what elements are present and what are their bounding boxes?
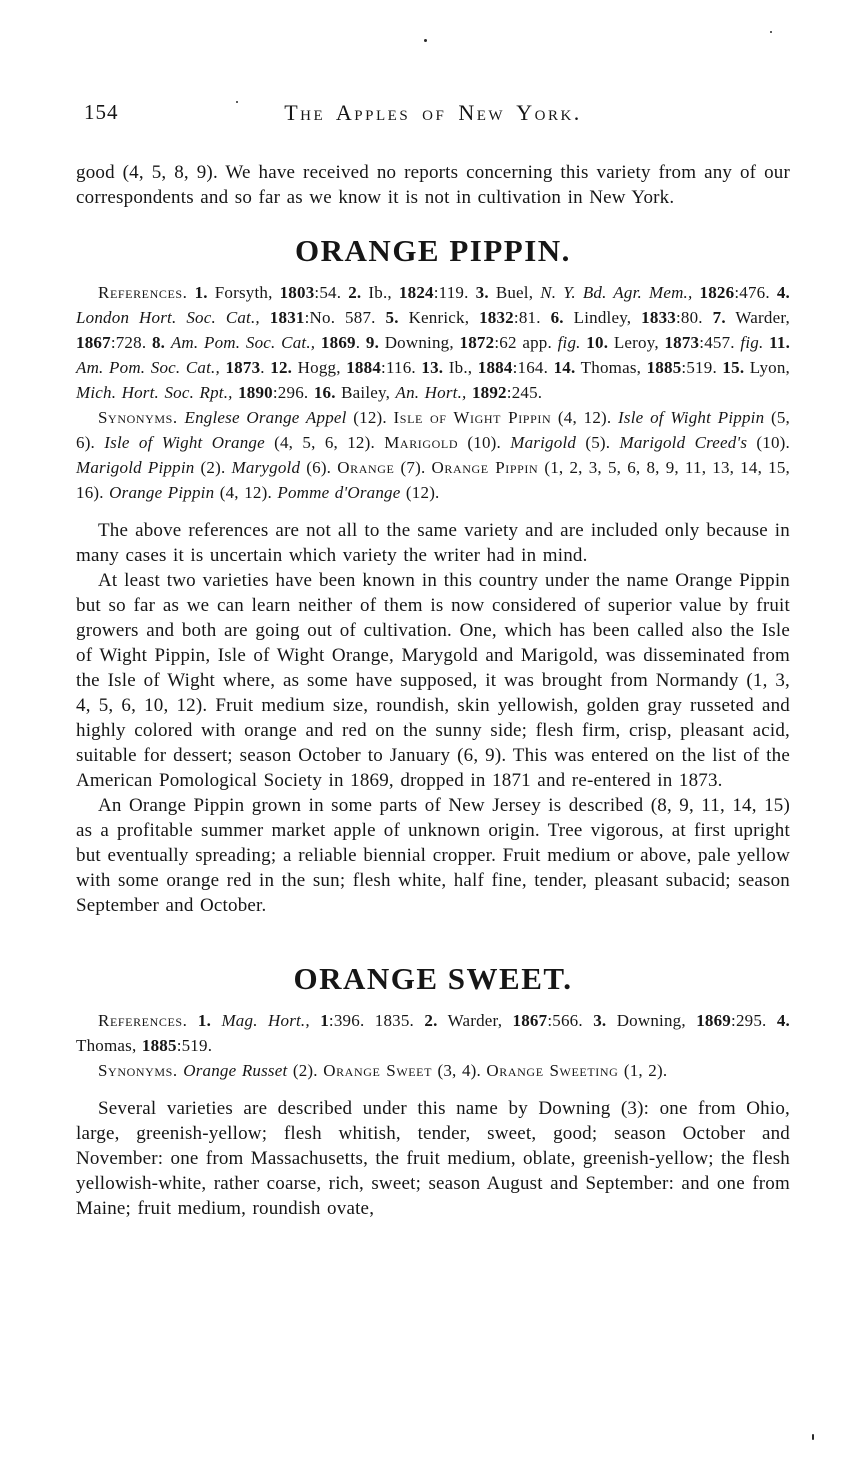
page-header [76, 100, 790, 126]
scan-speck [770, 31, 772, 33]
paragraph-continuation: good (4, 5, 8, 9). We have received no reports concerning this variety from any of our correspondents and so far as we know it is not in cultivation in New York. [76, 162, 790, 208]
paragraph: At least two varieties have been known in this country under the name Orange Pippin but so far as we can learn neither of them is now considered of superior value by fruit growers and both are going out of cultivation. One, which has been called also the Isle of Wight Pippin, Isle of Wight Orange, Marygold and Marigold, was disseminated from the Isle of Wight where, as some have supposed, it was brought from Normandy (1, 3, 4, 5, 6, 10, 12). Fruit medium size, roundish, skin yellowish, golden gray russeted and highly colored with orange and red on the sunny side; flesh firm, crisp, pleasant acid, suitable for dessert; season October to January (6, 9). This was entered on the list of the American Pomological Society in 1869, dropped in 1871 and re-entered in 1873. [76, 570, 790, 791]
synonyms-paragraph-orange-pippin: Synonyms. Englese Orange Appel (12). Isle of Wight Pippin (4, 12). Isle of Wight Pippin (5, 6). Isle of Wight Orange (4, 5, 6, 12). Marigold (10). Marigold (5). Marigold Creed's (10). Marigold Pippin (2). Marygold (6). Orange (7). Orange Pippin (1, 2, 3, 5, 6, 8, 9, 11, 13, 14, 15, 16). Orange Pippin (4, 12). Pomme d'Orange (12). [76, 408, 790, 502]
section-heading-orange-sweet: ORANGE SWEET. [293, 961, 573, 996]
paragraph: The above references are not all to the same variety and are included only because in many cases it is uncertain which variety the writer had in mind. [76, 520, 790, 566]
running-title: The Apples of New York. [284, 100, 582, 125]
scan-speck [812, 1434, 814, 1440]
scan-speck [236, 101, 238, 103]
page-number: 154 [84, 100, 119, 124]
scan-speck [424, 39, 427, 42]
references-paragraph-orange-sweet: References. 1. Mag. Hort., 1:396. 1835. 2. Warder, 1867:566. 3. Downing, 1869:295. 4. Thomas, 1885:519. [76, 1011, 791, 1055]
paragraph: Several varieties are described under this name by Downing (3): one from Ohio, large, greenish-yellow; flesh whitish, tender, sweet, good; season October and November: one from Massachusetts, the fruit medium, oblate, greenish-yellow; the flesh yellowish-white, rather coarse, rich, sweet; season August and September: and one from Maine; fruit medium, roundish ovate, [76, 1098, 790, 1219]
synonyms-paragraph-orange-sweet: Synonyms. Orange Russet (2). Orange Sweet (3, 4). Orange Sweeting (1, 2). [98, 1061, 668, 1080]
text-block [76, 0, 790, 1221]
references-paragraph-orange-pippin: References. 1. Forsyth, 1803:54. 2. Ib., 1824:119. 3. Buel, N. Y. Bd. Agr. Mem., 1826:476. 4. London Hort. Soc. Cat., 1831:No. 587. 5. Kenrick, 1832:81. 6. Lindley, 1833:80. 7. Warder, 1867:728. 8. Am. Pom. Soc. Cat., 1869. 9. Downing, 1872:62 app. fig. 10. Leroy, 1873:457. fig. 11. Am. Pom. Soc. Cat., 1873. 12. Hogg, 1884:116. 13. Ib., 1884:164. 14. Thomas, 1885:519. 15. Lyon, Mich. Hort. Soc. Rpt., 1890:296. 16. Bailey, An. Hort., 1892:245. [76, 283, 791, 402]
paragraph: An Orange Pippin grown in some parts of New Jersey is described (8, 9, 11, 14, 15) as a profitable summer market apple of unknown origin. Tree vigorous, at first upright but eventually spreading; a reliable biennial cropper. Fruit medium or above, pale yellow with some orange red in the sun; flesh white, half fine, tender, pleasant subacid; season September and October. [76, 795, 790, 916]
section-heading-orange-pippin: ORANGE PIPPIN. [295, 233, 571, 268]
